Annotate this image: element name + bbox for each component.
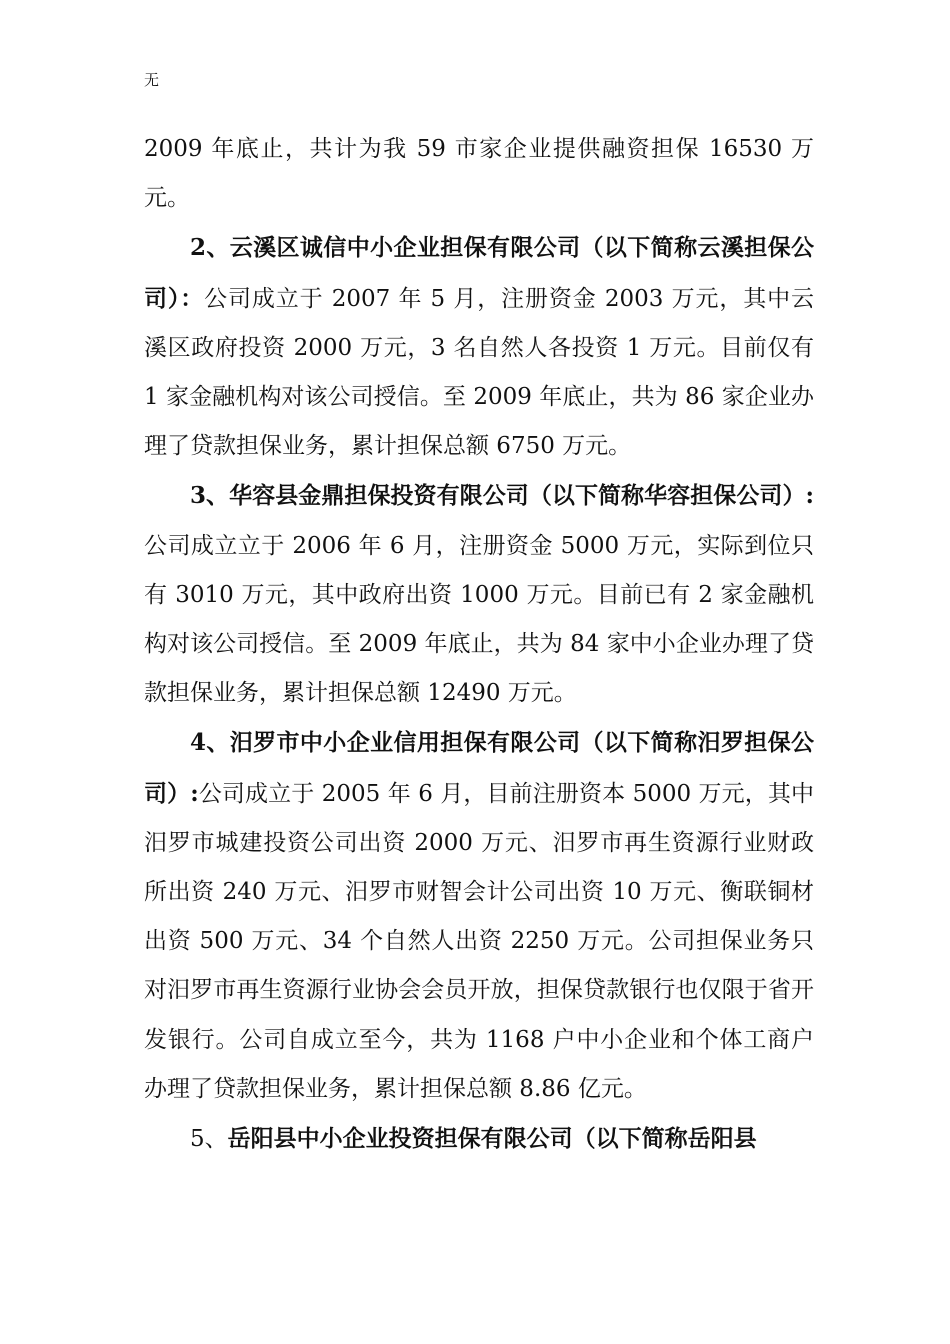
- document-body: [144, 125, 814, 1164]
- paragraph-continuation: [144, 125, 814, 223]
- page-header: 无: [144, 71, 160, 89]
- paragraph-yueyang: [144, 1114, 814, 1164]
- section-heading: 4、汨罗市中小企业信用担保有限公司（以下简称汨罗担保公司）:: [144, 729, 814, 807]
- section-heading: 3、华容县金鼎担保投资有限公司（以下简称华容担保公司）:: [190, 482, 814, 510]
- section-number: 5、: [190, 1126, 228, 1153]
- paragraph-text: 公司成立于 2005 年 6 月，目前注册资本 5000 万元，其中汨罗市城建投资公司出资 2000 万元、汨罗市再生资源行业财政所出资 240 万元、汨罗市财智会计公司出资 10 万元、衡联铜材出资 500 万元、34 个自然人出资 2250 万元。公司担保业务只对汨罗市再生资源行业协会会员开放，担保贷款银行也仅限于省开发银行。公司自成立至今，共为 1168 户中小企业和个体工商户办理了贷款担保业务，累计担保总额 8.86 亿元。: [144, 780, 814, 1102]
- paragraph-text: 2009 年底止，共计为我 59 市家企业提供融资担保 16530 万元。: [144, 136, 814, 212]
- paragraph-text: 公司成立立于 2006 年 6 月，注册资金 5000 万元，实际到位只有 3010 万元，其中政府出资 1000 万元。目前已有 2 家金融机构对该公司授信。至 2009 年底止，共为 84 家中小企业办理了贷款担保业务，累计担保总额 12490 万元。: [144, 532, 814, 707]
- section-heading: 2、云溪区诚信中小企业担保有限公司（以下简称云溪担保公司）：: [144, 234, 814, 312]
- paragraph-miluo: [144, 718, 814, 1114]
- paragraph-huarong: [144, 471, 814, 718]
- section-heading: 岳阳县中小企业投资担保有限公司（以下简称岳阳县: [227, 1125, 757, 1153]
- paragraph-yunxi: [144, 223, 814, 471]
- paragraph-text: 公司成立于 2007 年 5 月，注册资金 2003 万元，其中云溪区政府投资 2000 万元，3 名自然人各投资 1 万元。目前仅有 1 家金融机构对该公司授信。至 2009 年底止，共为 86 家企业办理了贷款担保业务，累计担保总额 6750 万元。: [144, 285, 814, 460]
